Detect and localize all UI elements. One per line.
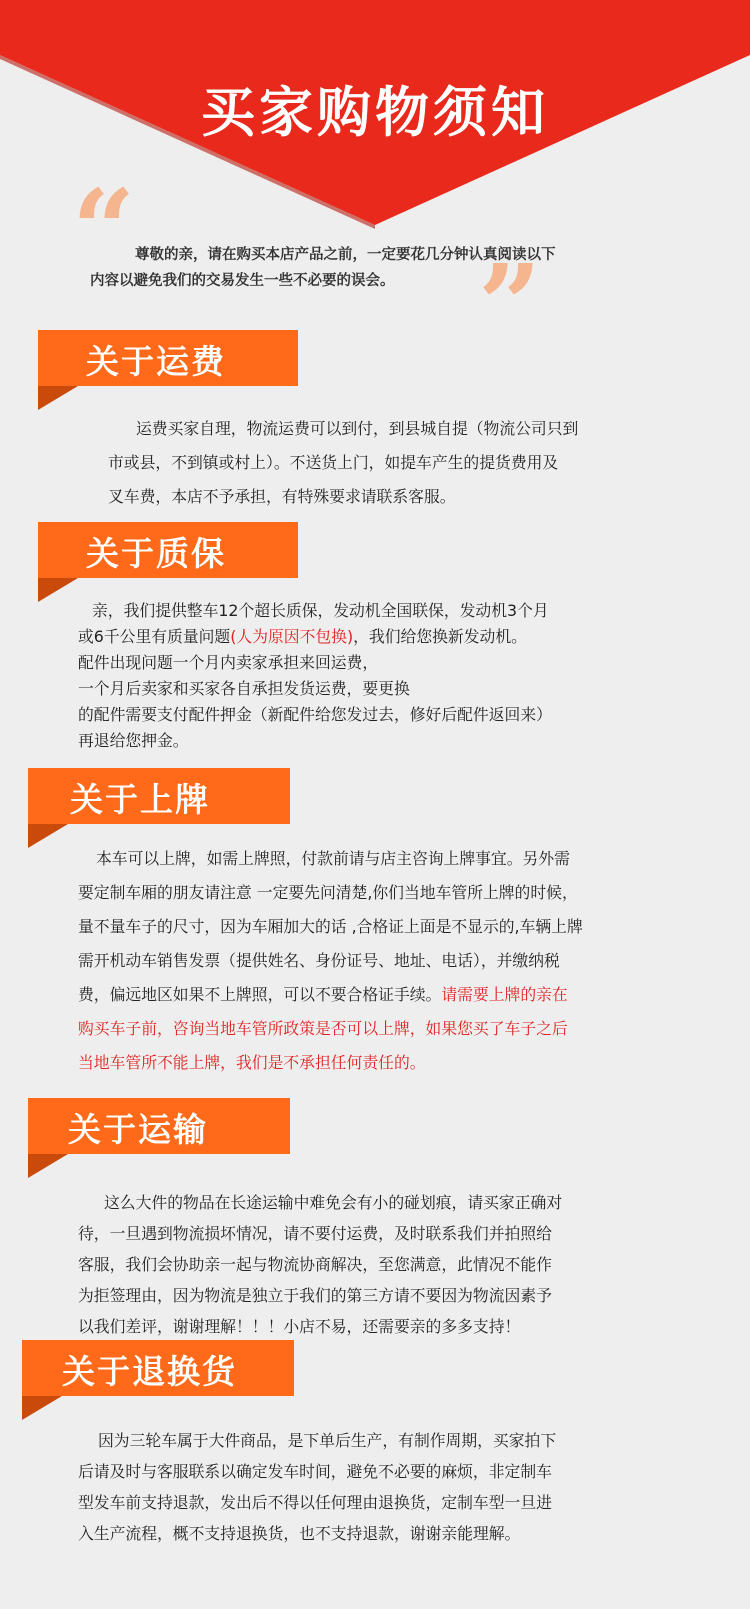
highlight-text: 请需要上牌的亲在 [441, 985, 568, 1004]
body-line: 再退给您押金。 [78, 731, 189, 750]
section-title: 关于运输 [68, 1110, 208, 1149]
highlight-text: (人为原因不包换) [230, 627, 354, 646]
body-line: 一个月后卖家和买家各自承担发货运费，要更换 [78, 679, 410, 698]
section-title: 关于运费 [86, 342, 226, 381]
body-line: 为拒签理由，因为物流是独立于我们的第三方请不要因为物流因素予 [78, 1286, 552, 1305]
section-header-warranty [38, 522, 308, 604]
section-body-transport [78, 1187, 562, 1342]
body-text-part: 或6千公里有质量问题 [78, 627, 231, 646]
section-title: 关于质保 [86, 534, 226, 573]
body-line: 客服，我们会协助亲一起与物流协商解决，至您满意，此情况不能作 [78, 1255, 552, 1274]
body-line: 待，一旦遇到物流损坏情况，请不要付运费，及时联系我们并拍照给 [78, 1224, 552, 1243]
body-line: 需开机动车销售发票（提供姓名、身份证号、地址、电话），并缴纳税 [78, 951, 560, 970]
body-line: 运费买家自理，物流运费可以到付，到县城自提（物流公司只到 [136, 419, 579, 438]
body-line: 市或县，不到镇或村上）。不送货上门，如提车产生的提货费用及 [108, 453, 559, 472]
intro-text [60, 242, 660, 294]
intro-line: 内容以避免我们的交易发生一些不必要的误会。 [90, 273, 395, 289]
body-line: 的配件需要支付配件押金（新配件给您发过去，修好后配件返回来） [78, 705, 552, 724]
body-line: 型发车前支持退款，发出后不得以任何理由退换货，定制车型一旦进 [78, 1493, 552, 1512]
body-line: 以我们差评，谢谢理解！！！小店不易，还需要亲的多多支持！ [78, 1317, 521, 1336]
body-text-part: ，我们给您换新发动机。 [353, 627, 527, 646]
highlight-line: 当地车管所不能上牌，我们是不承担任何责任的。 [78, 1053, 426, 1072]
body-line [78, 978, 583, 1012]
body-line: 量不量车子的尺寸，因为车厢加大的话 ,合格证上面是不显示的,车辆上牌 [78, 917, 583, 936]
section-body-returns [78, 1425, 556, 1549]
body-line: 因为三轮车属于大件商品，是下单后生产，有制作周期，买家拍下 [98, 1431, 557, 1450]
body-line: 要定制车厢的朋友请注意 一定要先问清楚,你们当地车管所上牌的时候， [78, 883, 578, 902]
body-line: 本车可以上牌，如需上牌照，付款前请与店主咨询上牌事宜。另外需 [96, 849, 570, 868]
body-line: 这么大件的物品在长途运输中难免会有小的碰划痕，请买家正确对 [104, 1193, 563, 1212]
body-line: 亲，我们提供整车12个超长质保，发动机全国联保，发动机3个月 [92, 601, 549, 620]
section-title: 关于退换货 [62, 1352, 237, 1391]
section-body-plate [78, 842, 583, 1080]
section-header-transport [28, 1098, 298, 1180]
section-body-shipping [108, 412, 578, 514]
highlight-line: 购买车子前，咨询当地车管所政策是否可以上牌，如果您买了车子之后 [78, 1019, 568, 1038]
close-quote-mark: ” [478, 240, 542, 369]
body-text-part: 费，偏远地区如果不上牌照，可以不要合格证手续。 [78, 985, 442, 1004]
body-line [78, 624, 552, 650]
section-header-plate [28, 768, 298, 850]
body-line: 后请及时与客服联系以确定发车时间，避免不必要的麻烦，非定制车 [78, 1462, 552, 1481]
page-title: 买家购物须知 [201, 81, 549, 144]
body-line: 叉车费，本店不予承担，有特殊要求请联系客服。 [108, 487, 456, 506]
section-header-shipping [38, 330, 308, 412]
open-quote-mark: “ [72, 165, 136, 294]
section-body-warranty [78, 598, 552, 754]
section-header-returns [22, 1340, 302, 1422]
body-line: 配件出现问题一个月内卖家承担来回运费， [78, 653, 379, 672]
section-title: 关于上牌 [70, 780, 210, 819]
body-line: 入生产流程，概不支持退换货，也不支持退款，谢谢亲能理解。 [78, 1524, 521, 1543]
intro-line: 尊敬的亲，请在购买本店产品之前，一定要花几分钟认真阅读以下 [135, 247, 556, 263]
